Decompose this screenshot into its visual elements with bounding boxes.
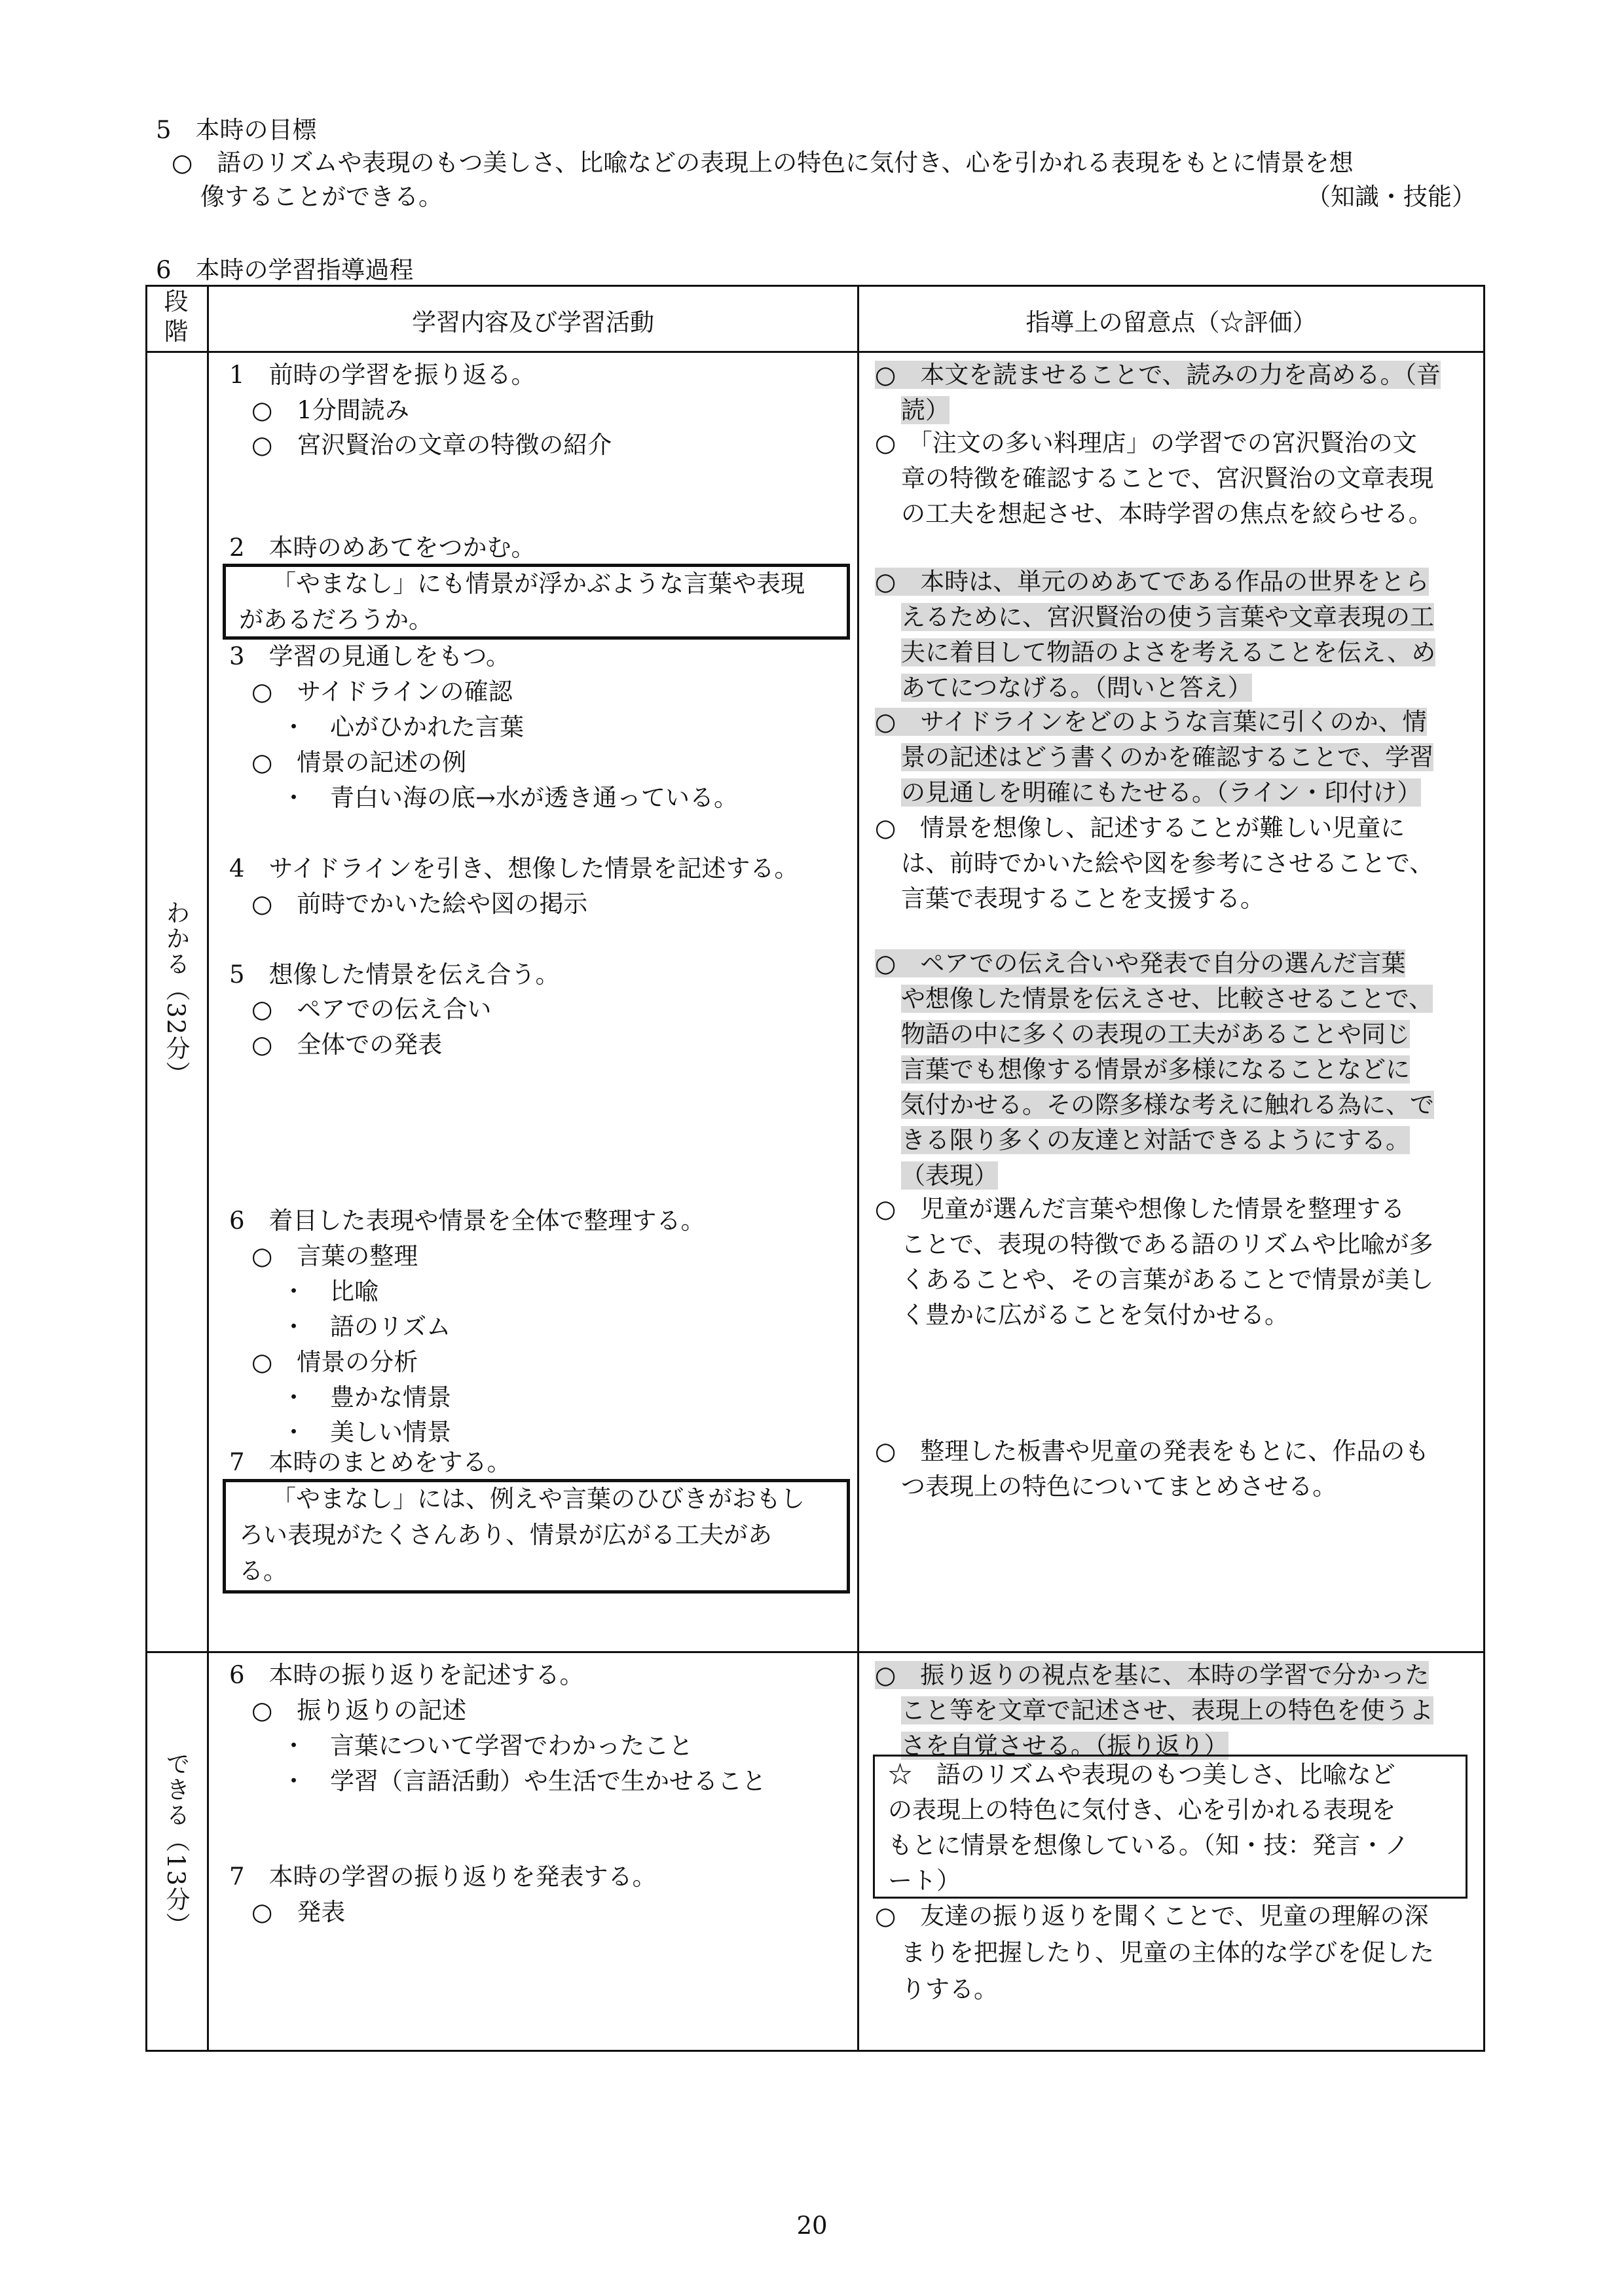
summary-line1: 「やまなし」には、例えや言葉のひびきがおもし [272,1485,805,1513]
header-stage-line1: 段 [164,287,189,316]
activity-1-item1: ○ 1分間読み [251,396,409,424]
activity-5-item1: ○ ペアでの伝え合い [251,995,492,1023]
note3-line1: ○ 本時は、単元のめあてである作品の世界をとら [875,568,1430,596]
summary-line2: ろい表現がたくさんあり、情景が広がる工夫があ [239,1521,772,1549]
activity-b6-item1b: ・ 学習（言語活動）や生活で生かせること [282,1767,766,1795]
activity-5-item2: ○ 全体での発表 [251,1030,443,1059]
note6-line6: きる限り多くの友達と対話できるようにする。 [901,1126,1410,1154]
activity-6-item1: ○ 言葉の整理 [251,1242,418,1270]
table-border-left [145,285,147,2052]
activity-7: 7 本時のまとめをする。 [229,1448,511,1476]
note5-line3: 言葉で表現することを支援する。 [901,884,1264,913]
note10-line2: まりを把握したり、児童の主体的な学びを促した [901,1939,1434,1967]
note6-line1: ○ ペアでの伝え合いや発表で自分の選んだ言葉 [875,949,1406,977]
table-col-divider-1 [207,285,209,2052]
header-activities: 学習内容及び学習活動 [412,308,654,337]
activity-b6-item1a: ・ 言葉について学習でわかったこと [282,1732,693,1760]
note1-line1: ○ 本文を読ませることで、読みの力を高める。（音 [875,361,1441,389]
activity-b6-item1: ○ 振り返りの記述 [251,1696,467,1724]
activity-6-item1a: ・ 比喩 [282,1277,378,1305]
note4-line1: ○ サイドラインをどのような言葉に引くのか、情 [875,708,1427,736]
activity-3-item1a: ・ 心がひかれた言葉 [282,713,524,741]
note7-line3: くあることや、その言葉があることで情景が美し [901,1266,1434,1294]
note1-line2: 読） [901,396,950,424]
note3-line4: あてにつなげる。（問いと答え） [901,674,1252,702]
note8-line1: ○ 整理した板書や児童の発表をもとに、作品のも [875,1437,1430,1465]
note5-line2: は、前時でかいた絵や図を参考にさせることで、 [901,849,1434,877]
activity-1: 1 前時の学習を振り返る。 [229,361,536,389]
activity-4: 4 サイドラインを引き、想像した情景を記述する。 [229,854,799,883]
activity-6-item2: ○ 情景の分析 [251,1348,418,1376]
activity-2: 2 本時のめあてをつかむ。 [229,534,536,562]
note2-line1: ○ 「注文の多い料理店」の学習での宮沢賢治の文 [875,429,1417,457]
evaluation-line3: もとに情景を想像している。（知・技：発言・ノ [888,1831,1409,1859]
activity-6-item2b: ・ 美しい情景 [282,1418,451,1446]
table-border-top [145,285,1485,287]
activity-3-item2: ○ 情景の記述の例 [251,748,467,776]
note7-line4: く豊かに広がることを気付かせる。 [901,1301,1289,1329]
activity-5: 5 想像した情景を伝え合う。 [229,960,560,989]
stage-wakaru: わかる（32分） [162,900,190,1087]
evaluation-line4: ート） [888,1867,961,1895]
note7-line1: ○ 児童が選んだ言葉や想像した情景を整理する [875,1195,1405,1223]
note6-line2: や想像した情景を伝えさせ、比較させることで、 [901,985,1433,1013]
note4-line3: の見通しを明確にもたせる。（ライン・印付け） [901,778,1422,807]
note9-line1: ○ 振り返りの視点を基に、本時の学習で分かった [875,1661,1430,1689]
evaluation-line2: の表現上の特色に気付き、心を引かれる表現を [888,1796,1396,1824]
note9-line2: こと等を文章で記述させ、表現上の特色を使うよ [901,1696,1433,1724]
note6-line3: 物語の中に多くの表現の工夫があることや同じ [901,1020,1410,1048]
note4-line2: 景の記述はどう書くのかを確認することで、学習 [901,743,1434,771]
activity-3: 3 学習の見通しをもつ。 [229,642,511,670]
table-border-bottom [145,2050,1485,2052]
note8-line2: つ表現上の特色についてまとめさせる。 [901,1472,1337,1501]
section5-goal-tag: （知識・技能） [1306,183,1476,211]
section5-goal-line1: ○ 語のリズムや表現のもつ美しさ、比喩などの表現上の特色に気付き、心を引かれる表現をもとに情景を想 [172,149,1354,177]
activity-6-item1b: ・ 語のリズム [282,1313,451,1341]
note10-line1: ○ 友達の振り返りを聞くことで、児童の理解の深 [875,1902,1429,1930]
note2-line2: 章の特徴を確認することで、宮沢賢治の文章表現 [901,464,1434,492]
note9-line3: さを自覚させる。（振り返り） [901,1732,1228,1760]
stage-dekiru: できる（13分） [162,1751,190,1939]
activity-3-item2a: ・ 青白い海の底→水が透き通っている。 [282,784,739,812]
activity-4-item1: ○ 前時でかいた絵や図の掲示 [251,890,588,918]
note10-line3: りする。 [901,1975,998,2003]
note7-line2: ことで、表現の特徴である語のリズムや比喩が多 [901,1230,1433,1258]
page-number: 20 [796,2212,828,2240]
activity-b7: 7 本時の学習の振り返りを発表する。 [229,1863,657,1891]
activity-6-item2a: ・ 豊かな情景 [282,1383,451,1412]
section5-goal-line2: 像することができる。 [200,183,443,211]
table-stage-divider [145,1651,1485,1653]
table-col-divider-2 [857,285,859,2052]
note3-line2: えるために、宮沢賢治の使う言葉や文章表現の工 [901,603,1434,631]
header-notes: 指導上の留意点（☆評価） [1025,308,1317,337]
goal-box-line1: 「やまなし」にも情景が浮かぶような言葉や表現 [272,570,805,598]
header-stage [145,287,207,347]
table-border-right [1483,285,1485,2052]
note6-line5: 気付かせる。その際多様な考えに触れる為に、で [901,1091,1434,1119]
activity-b7-item1: ○ 発表 [251,1898,346,1926]
activity-b6: 6 本時の振り返りを記述する。 [229,1661,584,1689]
section6-heading: 6 本時の学習指導過程 [156,256,414,284]
note6-line7: （表現） [901,1161,998,1190]
summary-line3: る。 [239,1557,287,1585]
table-header-divider [145,351,1485,353]
header-stage-line2: 階 [164,318,189,346]
activity-3-item1: ○ サイドラインの確認 [251,678,513,706]
section5-heading: 5 本時の目標 [156,116,317,144]
activity-6: 6 着目した表現や情景を全体で整理する。 [229,1207,705,1235]
note5-line1: ○ 情景を想像し、記述することが難しい児童に [875,814,1405,842]
note6-line4: 言葉でも想像する情景が多様になることなどに [901,1055,1410,1084]
evaluation-line1: ☆ 語のリズムや表現のもつ美しさ、比喩など [888,1760,1395,1789]
note2-line3: の工夫を想起させ、本時学習の焦点を絞らせる。 [901,500,1433,528]
goal-box-line2: があるだろうか。 [239,606,433,634]
activity-1-item2: ○ 宮沢賢治の文章の特徴の紹介 [251,431,612,459]
note3-line3: 夫に着目して物語のよさを考えることを伝え、め [901,638,1436,666]
